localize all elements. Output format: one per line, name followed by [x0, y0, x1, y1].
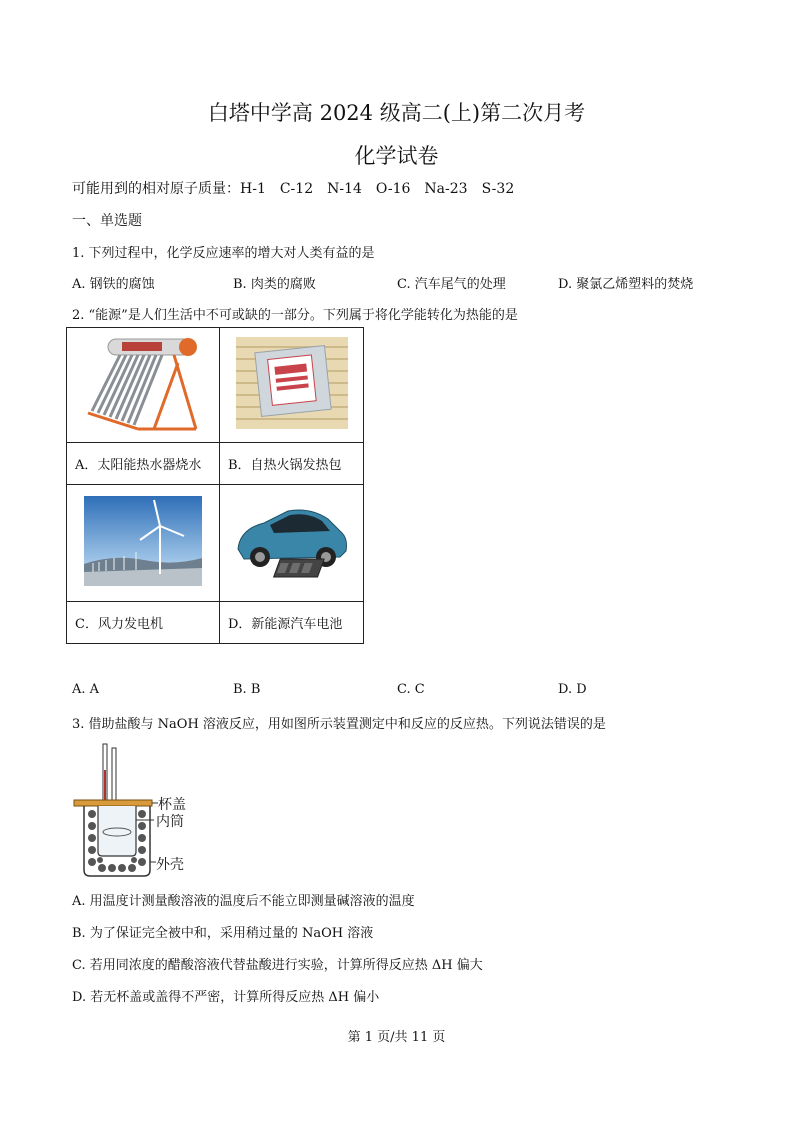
q1-option-b: B. 肉类的腐败 — [233, 277, 316, 292]
diagram-label-lid: 杯盖 — [158, 797, 186, 813]
cell-label-c: C．风力发电机 — [67, 602, 220, 644]
wind-turbine-image — [67, 485, 220, 602]
cell-label-b: B．自热火锅发热包 — [220, 443, 364, 485]
q1-option-a: A. 钢铁的腐蚀 — [72, 277, 155, 292]
cell-label-a: A．太阳能热水器烧水 — [67, 443, 220, 485]
q2-option-c: C. C — [397, 682, 425, 697]
diagram-label-outer-shell: 外壳 — [156, 857, 184, 873]
q3-option-a: A. 用温度计测量酸溶液的温度后不能立即测量碱溶液的温度 — [72, 894, 415, 909]
q2-option-b: B. B — [233, 682, 261, 697]
exam-title: 白塔中学高 2024 级高二(上)第二次月考 — [207, 101, 586, 125]
cell-label-d: D．新能源汽车电池 — [220, 602, 364, 644]
q2-option-a: A. A — [72, 682, 100, 697]
page-footer: 第 1 页/共 11 页 — [347, 1030, 446, 1045]
section-heading: 一、单选题 — [72, 213, 142, 229]
q3-option-b: B. 为了保证完全被中和，采用稍过量的 NaOH 溶液 — [72, 926, 374, 941]
solar-water-heater-image — [67, 328, 220, 443]
q1-option-d: D. 聚氯乙烯塑料的焚烧 — [558, 277, 694, 292]
q1-option-c: C. 汽车尾气的处理 — [397, 277, 506, 292]
q2-option-d: D. D — [558, 682, 587, 697]
calorimeter-diagram — [72, 740, 212, 880]
q1-stem: 1. 下列过程中，化学反应速率的增大对人类有益的是 — [72, 246, 375, 261]
atomic-masses: 可能用到的相对原子质量：H-1 C-12 N-14 O-16 Na-23 S-32 — [72, 181, 515, 197]
q2-image-table — [66, 327, 364, 644]
diagram-label-inner-cup: 内筒 — [156, 814, 184, 830]
q2-stem: 2. “能源”是人们生活中不可或缺的一部分。下列属于将化学能转化为热能的是 — [72, 308, 518, 323]
q3-stem: 3. 借助盐酸与 NaOH 溶液反应，用如图所示装置测定中和反应的反应热。下列说法错误的是 — [72, 717, 606, 732]
exam-subtitle: 化学试卷 — [354, 144, 439, 168]
q3-option-c: C. 若用同浓度的醋酸溶液代替盐酸进行实验，计算所得反应热 ΔH 偏大 — [72, 958, 483, 973]
electric-car-image — [220, 485, 364, 602]
q3-option-d: D. 若无杯盖或盖得不严密，计算所得反应热 ΔH 偏小 — [72, 990, 380, 1005]
heating-pack-image — [220, 328, 364, 443]
